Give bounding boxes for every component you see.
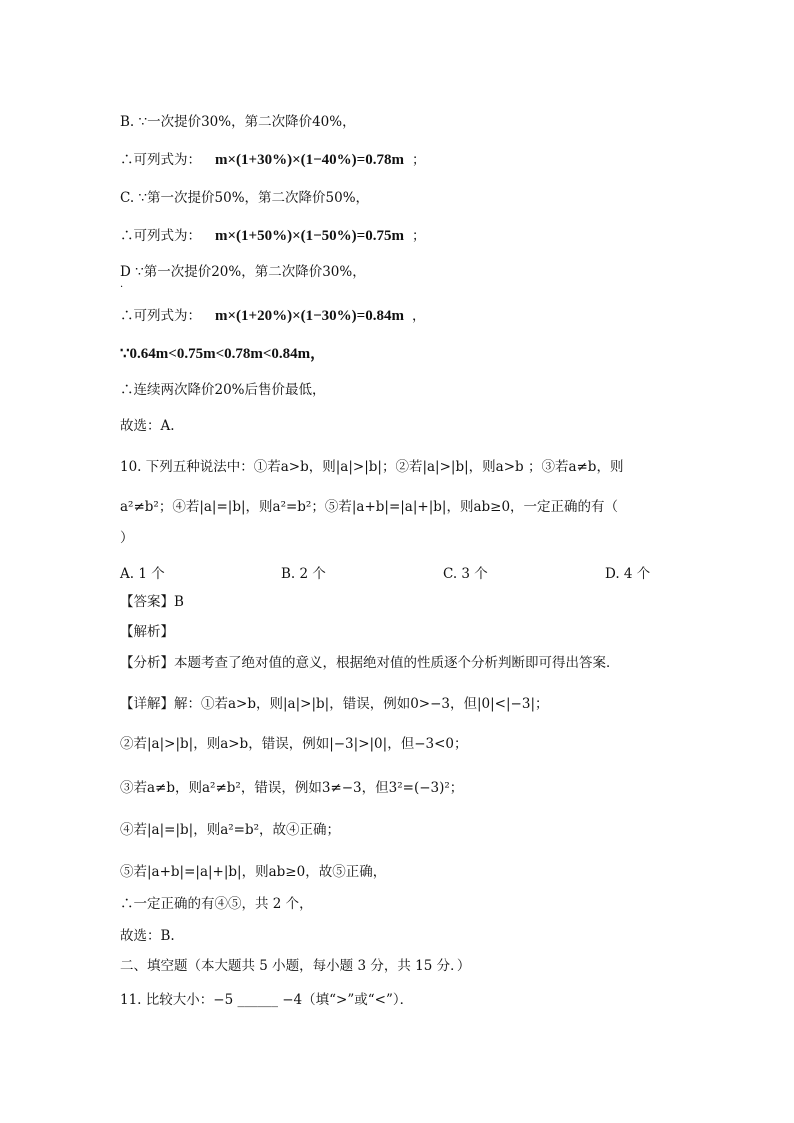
line-c-intro: C. ∵第一次提价50%，第二次降价50%， (120, 190, 370, 206)
detail-item-2: ②若|a|>|b|，则a>b，错误，例如|−3|>|0|，但−3<0； (120, 736, 468, 752)
choice-d: D. 4 个 (605, 566, 651, 582)
line-conclusion: ∴连续两次降价20%后售价最低， (120, 382, 326, 398)
detail-item-3: ③若a≠b，则a²≠b²，错误，例如3≠−3，但3²=(−3)²； (120, 780, 464, 796)
eq-math: m×(1+20%)×(1−30%)=0.84m (215, 308, 404, 324)
question-10-line-1: 10. 下列五种说法中：①若a>b，则|a|>|b|；②若|a|>|b|，则a>b ；③若a≠b，则 (120, 459, 624, 475)
eq-end: ； (411, 152, 426, 168)
line-answer-a: 故选：A. (120, 418, 175, 434)
eq-label: ∴可列式为： (120, 228, 201, 244)
detail-item-1: 【详解】解：①若a>b，则|a|>|b|，错误，例如0>−3，但|0|<|−3|； (120, 696, 549, 712)
eq-math: m×(1+30%)×(1−40%)=0.78m (215, 152, 404, 168)
choice-c: C. 3 个 (443, 566, 488, 582)
eq-label: ∴可列式为： (120, 152, 201, 168)
line-compare: ∵0.64m<0.75m<0.78m<0.84m， (120, 346, 326, 362)
eq-end: ； (411, 228, 426, 244)
question-10-line-3: ） (120, 530, 134, 546)
line-b-intro: B. ∵一次提价30%，第二次降价40%， (120, 114, 356, 130)
choice-a: A. 1 个 (120, 566, 165, 582)
detail-item-5: ⑤若|a+b|=|a|+|b|，则ab≥0，故⑤正确， (120, 864, 387, 880)
detail-item-4: ④若|a|=|b|，则a²=b²，故④正确； (120, 822, 341, 838)
section-heading: 二、填空题（本大题共 5 小题，每小题 3 分，共 15 分．） (120, 958, 471, 974)
line-d-dot: · (120, 282, 124, 293)
eq-end: ， (411, 308, 426, 324)
question-11: 11. 比较大小：−5 ______ −4（填“>”或“<”）． (120, 992, 414, 1008)
answer-tag: 【答案】B (120, 594, 184, 610)
line-d-intro: D ∵第一次提价20%，第二次降价30%， (120, 264, 366, 280)
choice-b: B. 2 个 (281, 566, 326, 582)
analysis-tag: 【解析】 (120, 624, 174, 640)
eq-math: m×(1+50%)×(1−50%)=0.75m (215, 228, 404, 244)
eq-label: ∴可列式为： (120, 308, 201, 324)
fenxi-line: 【分析】本题考查了绝对值的意义，根据绝对值的性质逐个分析判断即可得出答案． (120, 655, 620, 671)
line-d-equation (120, 306, 425, 326)
line-b-equation (120, 150, 425, 170)
answer-b: 故选：B. (120, 928, 175, 944)
question-10-line-2: a²≠b²；④若|a|=|b|，则a²=b²；⑤若|a+b|=|a|+|b|，则ab≥0，一定正确的有（ (120, 499, 619, 515)
count-line: ∴一定正确的有④⑤，共 2 个， (120, 896, 313, 912)
line-c-equation (120, 226, 425, 246)
